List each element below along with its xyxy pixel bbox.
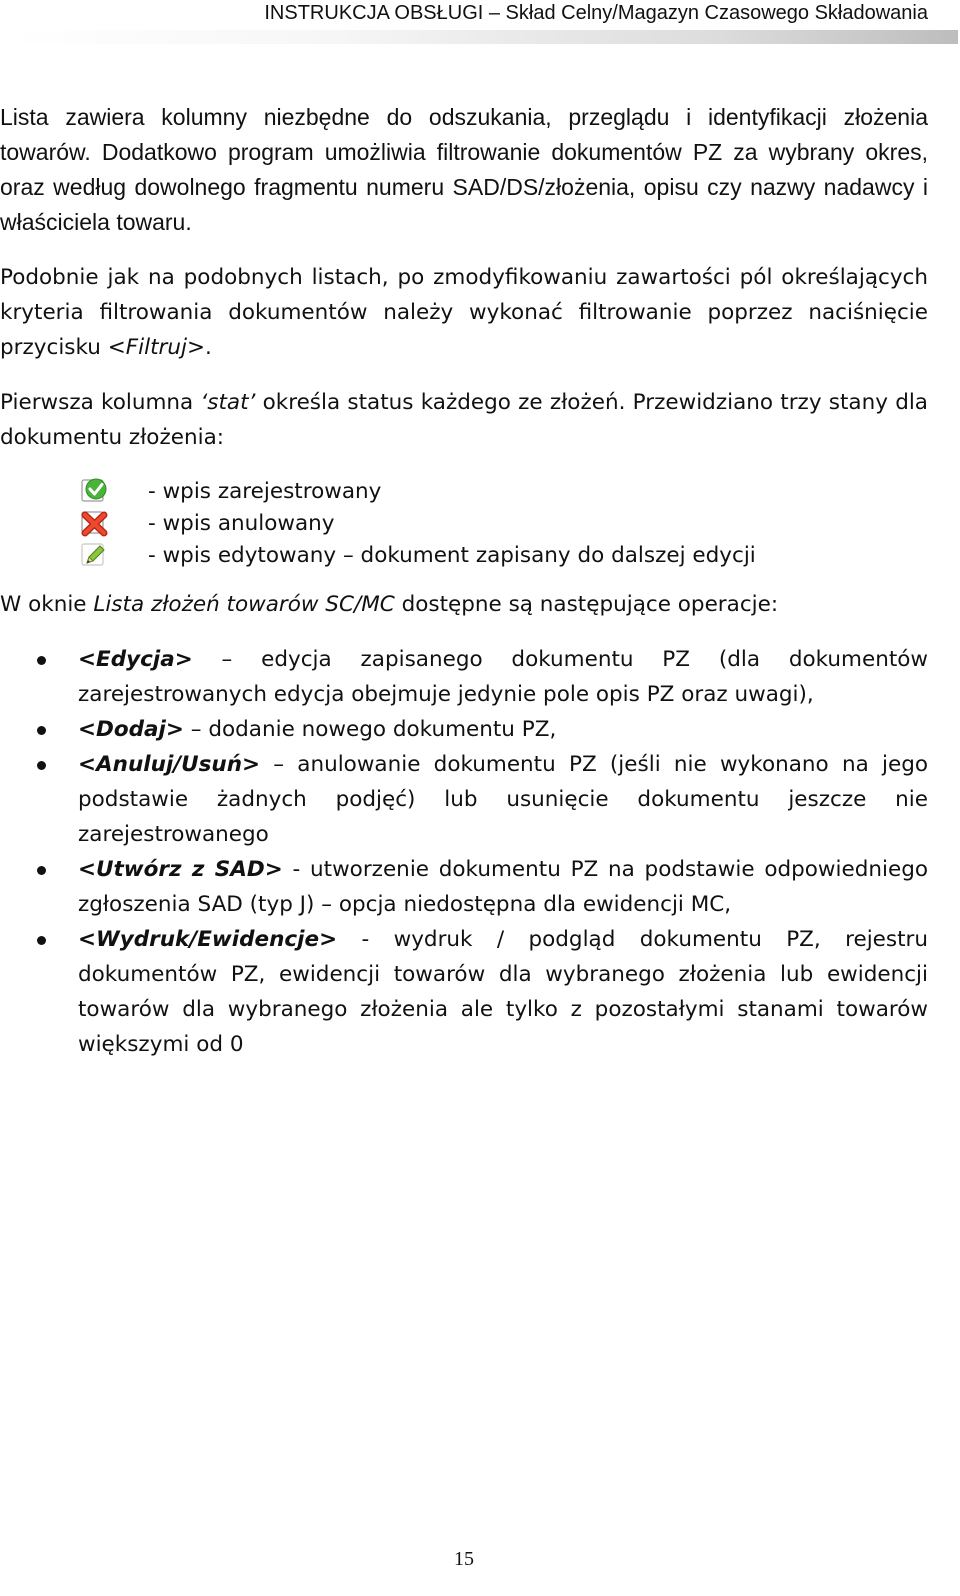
list-item bbox=[0, 747, 928, 852]
operation-label: <Edycja> bbox=[78, 647, 193, 672]
list-item bbox=[0, 852, 928, 922]
status-text: - wpis edytowany – dokument zapisany do dalszej edycji bbox=[148, 542, 756, 568]
intro-paragraph: Lista zawiera kolumny niezbędne do odszukania, przeglądu i identyfikacji złożenia towarów. Dodatkowo program umożliwia filtrowanie dokumentów PZ za wybrany okres, oraz według dowolnego fragmentu numeru SAD/DS/złożenia, opisu czy nazwy nadawcy i właściciela towaru. bbox=[0, 104, 928, 235]
status-row-registered bbox=[78, 475, 928, 507]
window-name: Lista złożeń towarów SC/MC bbox=[93, 592, 395, 617]
operation-description: – anulowanie dokumentu PZ (jeśli nie wykonano na jego podstawie żadnych podjęć) lub usunięcie dokumentu jeszcze nie zarejestrowanego bbox=[78, 752, 928, 847]
operation-description: – edycja zapisanego dokumentu PZ (dla dokumentów zarejestrowanych edycja obejmuje jedynie pole opis PZ oraz uwagi), bbox=[78, 647, 928, 707]
operation-description: - utworzenie dokumentu PZ na podstawie odpowiedniego zgłoszenia SAD (typ J) – opcja niedostępna dla ewidencji MC, bbox=[78, 857, 928, 917]
pencil-icon bbox=[78, 541, 110, 569]
list-item bbox=[0, 712, 928, 747]
operation-label: <Anuluj/Usuń> bbox=[78, 752, 261, 777]
stat-text-end: określa status każdego ze złożeń. Przewidziano trzy stany dla dokumentu złożenia: bbox=[0, 390, 928, 450]
checkmark-icon bbox=[78, 477, 110, 505]
status-legend bbox=[78, 475, 928, 571]
status-row-cancelled bbox=[78, 507, 928, 539]
filter-paragraph bbox=[0, 260, 928, 365]
operations-paragraph bbox=[0, 587, 928, 622]
filter-text: Podobnie jak na podobnych listach, po zmodyfikowaniu zawartości pól określających kryteria filtrowania dokumentów należy wykonać filtrowanie poprzez naciśnięcie przycisku bbox=[0, 265, 928, 360]
filter-text-end: . bbox=[204, 335, 212, 360]
header-gradient-bar bbox=[8, 30, 958, 44]
list-item bbox=[0, 642, 928, 712]
operation-description: - wydruk / podgląd dokumentu PZ, rejestru dokumentów PZ, ewidencji towarów dla wybranego złożenia lub ewidencji towarów dla wybranego złożenia ale tylko z pozostałymi stanami towarów większymi od 0 bbox=[78, 927, 928, 1057]
operation-label: <Dodaj> bbox=[78, 717, 184, 742]
list-item bbox=[0, 922, 928, 1062]
stat-paragraph bbox=[0, 385, 928, 455]
header-title: INSTRUKCJA OBSŁUGI – Skład Celny/Magazyn Czasowego Składowania bbox=[264, 2, 928, 24]
page-header bbox=[0, 0, 960, 48]
stat-text: Pierwsza kolumna bbox=[0, 390, 201, 415]
operation-label: <Utwórz z SAD> bbox=[78, 857, 283, 882]
operation-description: – dodanie nowego dokumentu PZ, bbox=[183, 717, 557, 742]
page-number: 15 bbox=[454, 1548, 474, 1570]
stat-column-name: ‘stat’ bbox=[200, 390, 256, 415]
operations-text-end: dostępne są następujące operacje: bbox=[394, 592, 779, 617]
red-x-icon bbox=[78, 509, 110, 537]
operations-text: W oknie bbox=[0, 592, 94, 617]
status-text: - wpis zarejestrowany bbox=[148, 478, 382, 504]
operations-list bbox=[0, 642, 928, 1062]
status-row-edited bbox=[78, 539, 928, 571]
status-text: - wpis anulowany bbox=[148, 510, 335, 536]
document-body bbox=[0, 100, 928, 1062]
filter-button-reference: <Filtruj> bbox=[107, 335, 205, 360]
operation-label: <Wydruk/Ewidencje> bbox=[78, 927, 338, 952]
